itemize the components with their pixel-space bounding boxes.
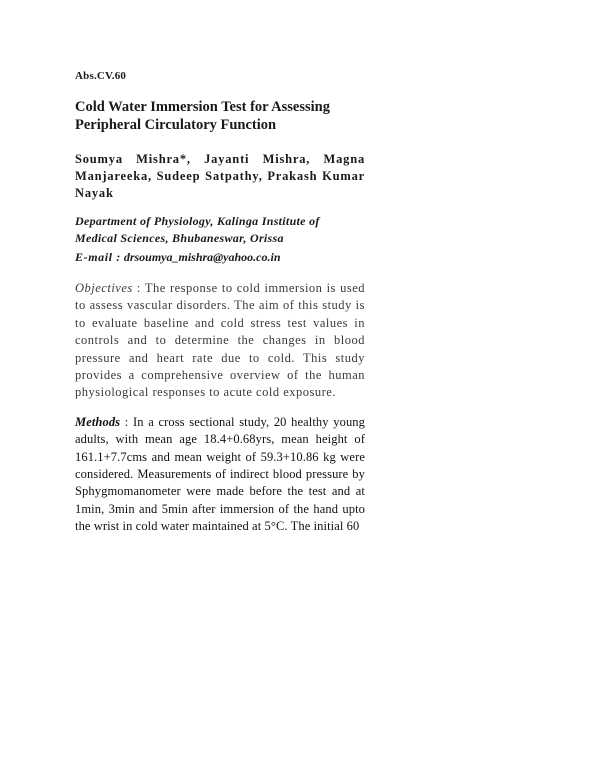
author-affiliation: Department of Physiology, Kalinga Institute of Medical Sciences, Bhubaneswar, Orissa: [75, 214, 320, 245]
objectives-paragraph: [75, 280, 365, 402]
abstract-page: [75, 70, 365, 548]
methods-paragraph: [75, 414, 365, 536]
methods-text: In a cross sectional study, 20 healthy young adults, with mean age 18.4+0.68yrs, mean height of 161.1+7.7cms and mean weight of 59.3+10.86 kg were considered. Measurements of indirect blood pressure by Sphygmomanometer were made before the test and at 1min, 3min and 5min after immersion of the hand upto the wrist in cold water maintained at 5°C. The initial 60: [75, 414, 365, 534]
email-address: drsoumya_mishra@yahoo.co.in: [123, 250, 281, 264]
objectives-separator: :: [132, 281, 145, 295]
objectives-heading: Objectives: [75, 281, 133, 295]
methods-separator: :: [120, 414, 133, 429]
abstract-code: Abs.CV.60: [75, 70, 127, 82]
contact-email: [75, 249, 365, 266]
author-list: Soumya Mishra*, Jayanti Mishra, Magna Manjareeka, Sudeep Satpathy, Prakash Kumar Nayak: [75, 152, 365, 200]
abstract-title: Cold Water Immersion Test for Assessing Peripheral Circulatory Function: [75, 99, 330, 133]
methods-heading: Methods: [75, 414, 121, 429]
objectives-text: The response to cold immersion is used to assess vascular disorders. The aim of this study is to evaluate baseline and cold stress test values in controls and to determine the changes in blood pressure and heart rate due to cold. This study provides a comprehensive overview of the human physiological responses to acute cold exposure.: [75, 281, 365, 400]
email-label: E-mail :: [75, 250, 121, 264]
